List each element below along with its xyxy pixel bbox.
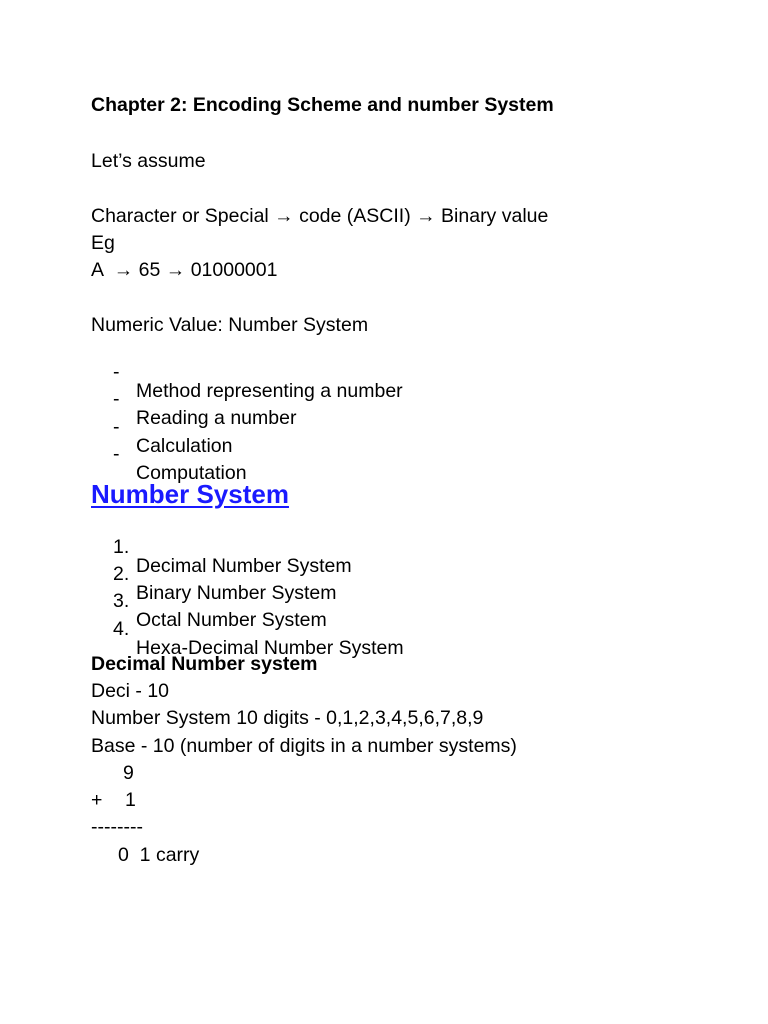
addend-bottom: 1 bbox=[125, 789, 136, 811]
bullet-text: Calculation bbox=[136, 435, 233, 457]
numeric-heading: Numeric Value: Number System bbox=[91, 314, 369, 336]
list-label: Binary Number System bbox=[136, 582, 337, 604]
decimal-heading: Decimal Number system bbox=[91, 653, 318, 675]
bullet-text: Reading a number bbox=[136, 407, 297, 429]
base-text: Base - 10 (number of digits in a number systems) bbox=[91, 735, 517, 757]
list-label: Hexa-Decimal Number System bbox=[136, 637, 404, 659]
addend-top: 9 bbox=[123, 762, 134, 784]
number-system-heading-link[interactable]: Number System bbox=[91, 479, 289, 509]
dash-marker: - bbox=[113, 442, 120, 465]
list-number: 2. bbox=[113, 562, 130, 585]
list-label: Octal Number System bbox=[136, 609, 327, 631]
example-line: A → 65 → 01000001 bbox=[91, 259, 278, 281]
list-number: 1. bbox=[113, 535, 130, 558]
list-number: 3. bbox=[113, 589, 130, 612]
assume-text: Let’s assume bbox=[91, 150, 206, 172]
list-number: 4. bbox=[113, 617, 130, 640]
dash-marker: - bbox=[113, 387, 120, 410]
sum-result: 0 1 carry bbox=[118, 844, 200, 866]
digits-text: Number System 10 digits - 0,1,2,3,4,5,6,7,8,9 bbox=[91, 707, 484, 729]
bullet-text: Method representing a number bbox=[136, 380, 403, 402]
deci-text: Deci - 10 bbox=[91, 680, 170, 702]
plus-sign: + bbox=[91, 789, 103, 811]
list-label: Decimal Number System bbox=[136, 555, 352, 577]
encoding-line: Character or Special → code (ASCII) → Binary value bbox=[91, 205, 549, 227]
eg-text: Eg bbox=[91, 232, 115, 254]
dash-marker: - bbox=[113, 415, 120, 438]
bullet-text: Computation bbox=[136, 462, 247, 484]
sum-rule: -------- bbox=[91, 816, 143, 838]
dash-marker: - bbox=[113, 360, 120, 383]
chapter-title: Chapter 2: Encoding Scheme and number System bbox=[91, 94, 554, 116]
